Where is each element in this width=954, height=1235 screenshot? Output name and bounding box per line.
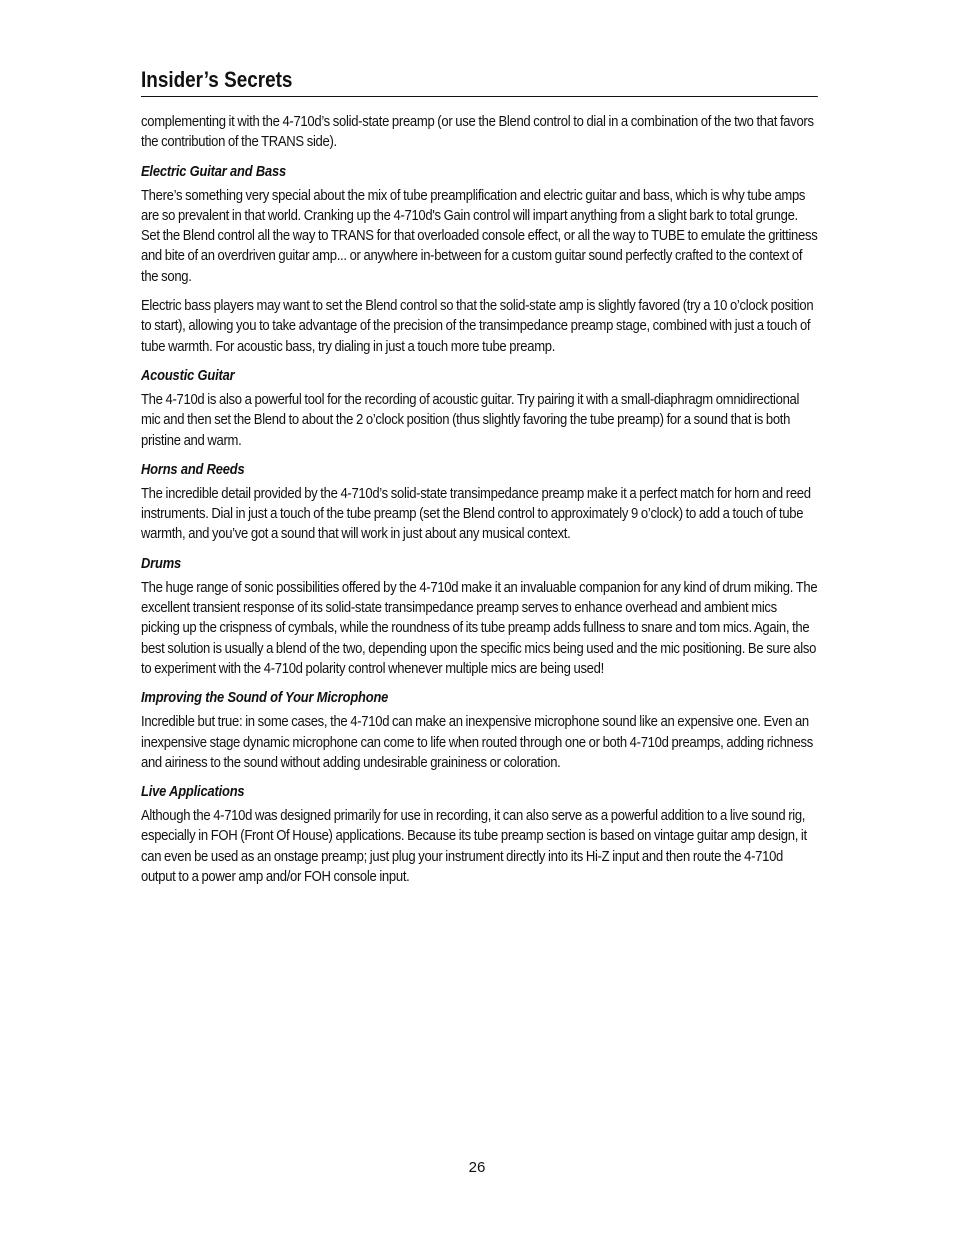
section-electric-guitar-and-bass xyxy=(141,162,818,357)
section-heading: Drums xyxy=(141,554,182,572)
page-number: 26 xyxy=(468,1159,486,1176)
section-drums xyxy=(141,554,818,679)
section-improving-microphone xyxy=(141,688,818,773)
section-paragraph: The 4-710d is also a powerful tool for the recording of acoustic guitar. Try pairing it with a small-diaphragm omnidirectional mic and then set the Blend to about the 2 o’clock position (thus slightly favoring the tube preamp) for a sound that is both pristine and warm. xyxy=(141,390,800,449)
page xyxy=(141,66,818,896)
section-paragraph: The huge range of sonic possibilities offered by the 4-710d make it an invaluable companion for any kind of drum miking. The excellent transient response of its solid-state transimpedance preamp serves to enhance overhead and ambient mics picking up the crispness of cymbals, while the roundness of its tube preamp adds fullness to snare and tom mics. Again, the best solution is usually a blend of the two, depending upon the specific mics being used and the mic positioning. Be sure also to experiment with the 4-710d polarity control whenever multiple mics are being used! xyxy=(141,578,818,677)
section-heading: Horns and Reeds xyxy=(141,460,245,478)
section-paragraph: There’s something very special about the mix of tube preamplification and electric guitar and bass, which is why tube amps are so prevalent in that world. Cranking up the 4-710d's Gain control will impart anything from a slight bark to total grunge. Set the Blend control all the way to TRANS for that overloaded console effect, or all the way to TUBE to emulate the grittiness and bite of an overdriven guitar amp... or anywhere in-between for a custom guitar sound perfectly crafted to the context of the song. xyxy=(141,186,818,285)
section-paragraph: Electric bass players may want to set the Blend control so that the solid-state amp is slightly favored (try a 10 o’clock position to start), allowing you to take advantage of the precision of the transimpedance preamp stage, combined with just a touch of tube warmth. For acoustic bass, try dialing in just a touch more tube preamp. xyxy=(141,297,814,355)
section-acoustic-guitar xyxy=(141,366,818,451)
section-heading: Acoustic Guitar xyxy=(141,366,235,384)
section-heading: Improving the Sound of Your Microphone xyxy=(141,689,389,707)
page-content xyxy=(141,112,818,887)
section-heading: Electric Guitar and Bass xyxy=(141,162,287,180)
section-paragraph: The incredible detail provided by the 4-710d’s solid-state transimpedance preamp make it a perfect match for horn and reed instruments. Dial in just a touch of the tube preamp (set the Blend control to approximately 9 o’clock) to add a touch of tube warmth, and you’ve got a sound that will work in just about any musical context. xyxy=(141,484,811,543)
page-title: Insider’s Secrets xyxy=(141,66,818,97)
section-live-applications xyxy=(141,782,818,887)
section-paragraph: Although the 4-710d was designed primarily for use in recording, it can also serve as a powerful addition to a live sound rig, especially in FOH (Front Of House) applications. Because its tube preamp section is based on vintage guitar amp design, it can even be used as an onstage preamp; just plug your instrument directly into its Hi-Z input and then route the 4-710d output to a power amp and/or FOH console input. xyxy=(141,807,807,886)
section-paragraph: Incredible but true: in some cases, the 4-710d can make an inexpensive microphone sound like an expensive one. Even an inexpensive stage dynamic microphone can come to life when routed through one or both 4-710d preamps, adding richness and airiness to the sound without adding undesirable graininess or coloration. xyxy=(141,713,813,771)
intro-paragraph: complementing it with the 4-710d’s solid-state preamp (or use the Blend control to dial in a combination of the two that favors the contribution of the TRANS side). xyxy=(141,113,814,151)
section-heading: Live Applications xyxy=(141,783,245,801)
section-horns-and-reeds xyxy=(141,460,818,545)
